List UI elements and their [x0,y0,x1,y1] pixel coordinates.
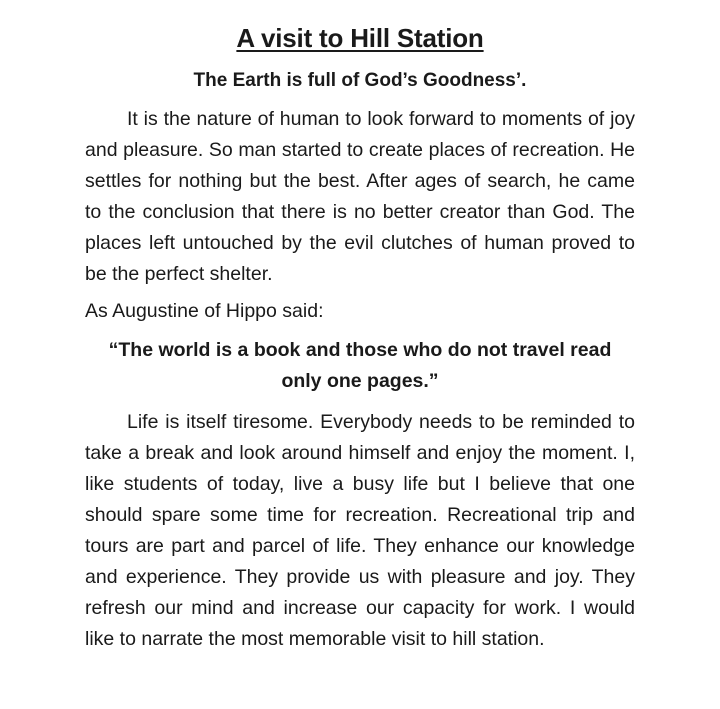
paragraph-body: Life is itself tiresome. Everybody needs to be reminded to take a break and look around himself and enjoy the moment. I, like students of today, live a busy life but I believe that one should spare some time for recreation. Recreational trip and tours are part and parcel of life. They enhance our knowledge and experience. They provide us with pleasure and joy. They refresh our mind and increase our capacity for work. I would like to narrate the most memorable visit to hill station. [85,411,635,650]
document-title: A visit to Hill Station [236,23,484,53]
quote-text: “The world is a book and those who do not travel read only one pages.” [108,339,612,392]
paragraph-intro: It is the nature of human to look forward to moments of joy and pleasure. So man started to create places of recreation. He settles for nothing but the best. After ages of search, he came to the conclusion that there is no better creator than God. The places left untouched by the evil clutches of human proved to be the perfect shelter. [85,108,635,285]
quote-attribution: As Augustine of Hippo said: [85,300,324,322]
document-page [85,20,635,655]
document-subtitle: The Earth is full of God’s Goodness’. [193,70,527,91]
